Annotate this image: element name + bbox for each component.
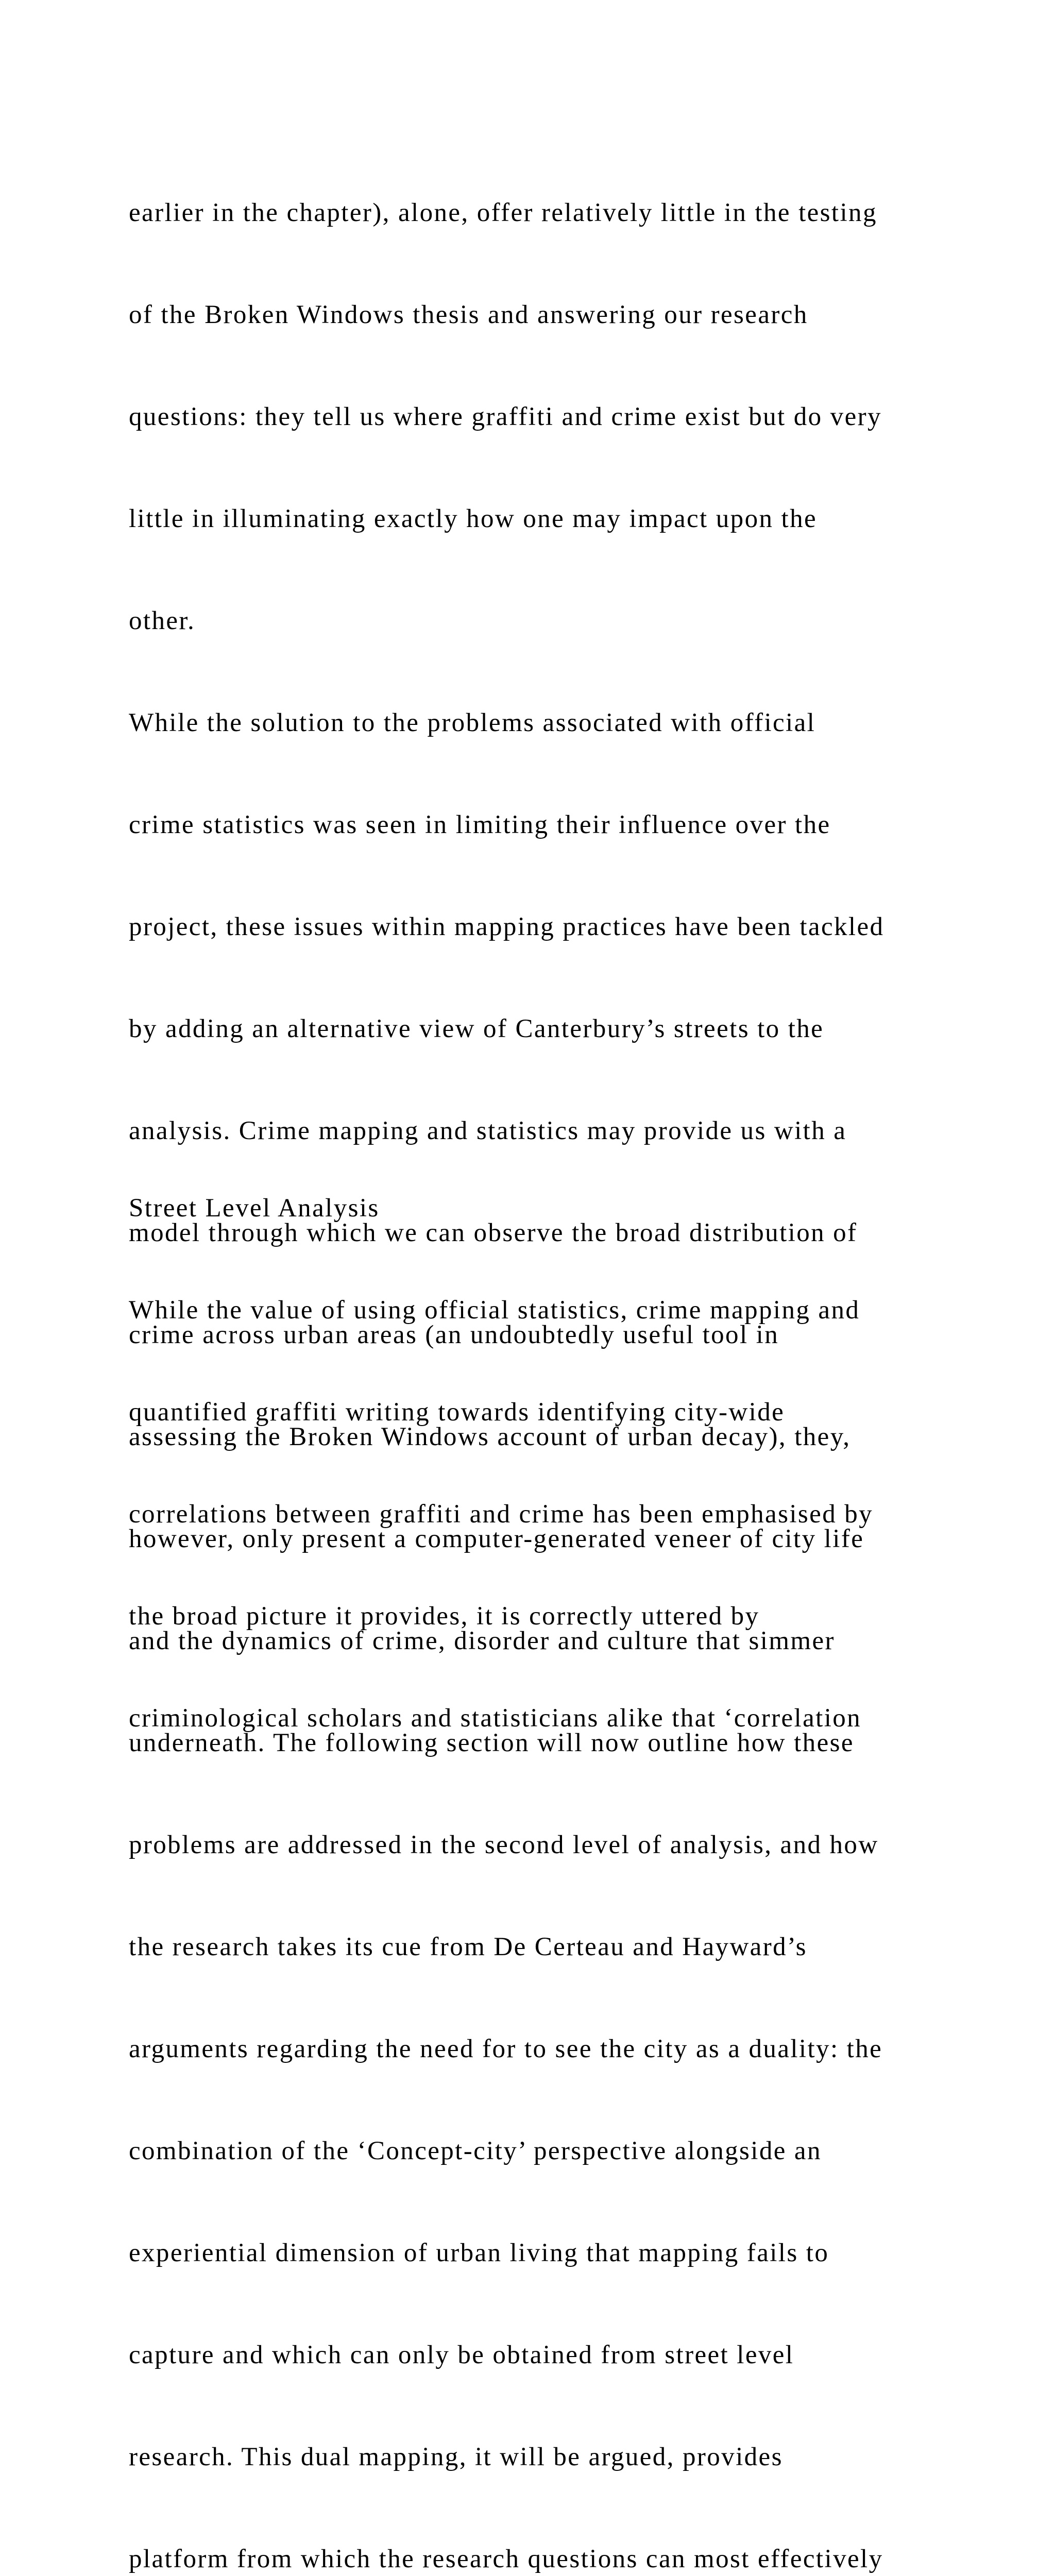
text-line: questions: they tell us where graffiti and crime exist but do very [129, 402, 882, 431]
text-line: combination of the ‘Concept-city’ perspective alongside an [129, 2137, 822, 2165]
text-line: however, only present a computer-generated veneer of city life [129, 1524, 864, 1553]
text-line: capture and which can only be obtained from street level [129, 2341, 794, 2369]
text-line: experiential dimension of urban living that mapping fails to [129, 2239, 829, 2267]
text-line: little in illuminating exactly how one may impact upon the [129, 504, 818, 533]
text-line: the broad picture it provides, it is correctly uttered by [129, 1602, 760, 1631]
text-line: project, these issues within mapping practices have been tackled [129, 912, 884, 941]
street-level-section [129, 1123, 974, 1803]
text-line: other. [129, 606, 196, 635]
text-line: earlier in the chapter), alone, offer relatively little in the testing [129, 198, 877, 227]
text-line: research. This dual mapping, it will be argued, provides [129, 2443, 783, 2471]
text-line: crime statistics was seen in limiting their influence over the [129, 810, 831, 839]
text-line: criminological scholars and statisticians alike that ‘correlation [129, 1704, 862, 1733]
text-line: crime across urban areas (an undoubtedly useful tool in [129, 1320, 779, 1349]
text-line: and the dynamics of crime, disorder and culture that simmer [129, 1626, 835, 1655]
text-line: platform from which the research questions can most effectively [129, 2545, 883, 2573]
text-line: model through which we can observe the broad distribution of [129, 1218, 858, 1247]
text-line: the research takes its cue from De Certeau and Hayward’s [129, 1933, 807, 1961]
text-line: correlations between graffiti and crime has been emphasised by [129, 1500, 874, 1529]
text-line: While the solution to the problems associated with official [129, 708, 816, 737]
text-line: arguments regarding the need for to see the city as a duality: the [129, 2035, 883, 2063]
text-line: of the Broken Windows thesis and answering our research [129, 300, 808, 329]
text-line: While the value of using official statistics, crime mapping and [129, 1296, 860, 1325]
text-line: underneath. The following section will now outline how these [129, 1728, 854, 1757]
text-line: assessing the Broken Windows account of urban decay), they, [129, 1422, 851, 1451]
text-line: problems are addressed in the second level of analysis, and how [129, 1831, 879, 1859]
text-line: quantified graffiti writing towards identifying city-wide [129, 1398, 785, 1427]
text-line: by adding an alternative view of Canterbury’s streets to the [129, 1014, 824, 1043]
section-heading: Street Level Analysis [129, 1194, 380, 1223]
text-line: analysis. Crime mapping and statistics may provide us with a [129, 1116, 847, 1145]
